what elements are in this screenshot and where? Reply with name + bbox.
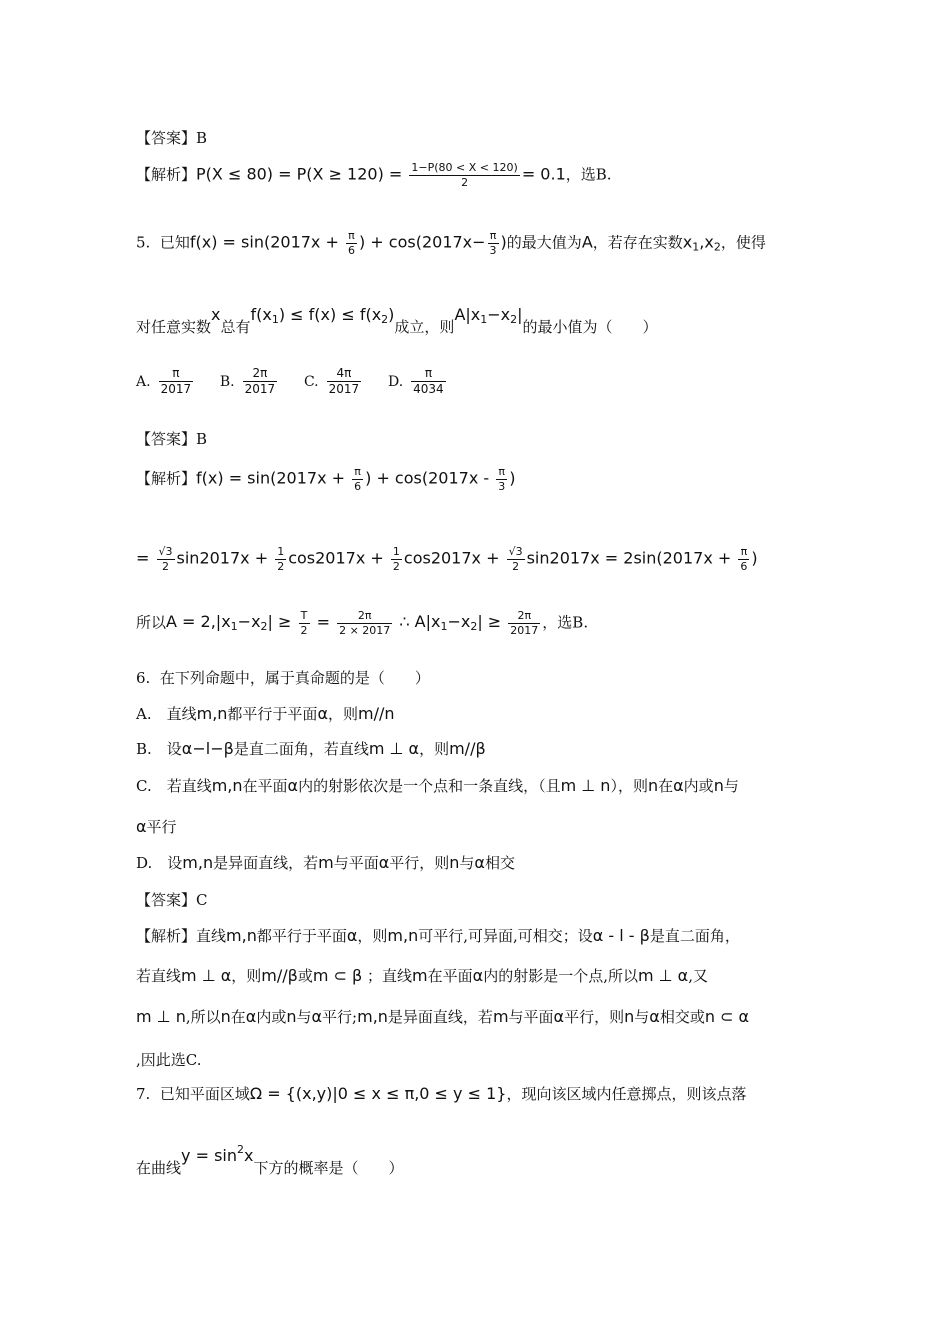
- fraction: $\frac{\pi}{6}$: [347, 229, 355, 257]
- fraction: $\frac{1-P(80 < X < 120)}{2}$: [411, 161, 518, 189]
- q5-analysis-line1: 【解析】f(x) = sin(2017x + $\frac{\pi}{6}$ ) + cos(2017x - $\frac{\pi}{3}$ ): [136, 465, 516, 493]
- q6-analysis-line1: 【解析】直线m,n都平行于平面α，则m,n可平行,可异面,可相交；设α - l - β是直二面角，: [136, 926, 740, 945]
- fraction: $\frac{\pi}{3}$: [489, 229, 497, 257]
- formula: = 0.1: [521, 164, 566, 184]
- q6-option-c-line1: C. 若直线m,n在平面α内的射影依次是一个点和一条直线，（且m ⊥ n），则n在α内或n与: [136, 776, 739, 795]
- analysis-label: 【解析】: [136, 165, 197, 184]
- q5-stem-line2: 对任意实数x总有$f(x_1) \le f(x) \le f(x_2)$成立，则$A|x_1-x_2|$的最小值为（ ）: [136, 305, 658, 336]
- option-a: A. $\frac{\pi}{2017}$: [136, 366, 192, 396]
- option-d: D. $\frac{\pi}{4034}$: [387, 366, 444, 396]
- q5-options: [136, 366, 468, 397]
- formula: f(x) = sin(2017x +: [189, 232, 344, 252]
- q5-analysis-line2: = $\frac{√3}{2}$ sin2017x + $\frac{1}{2}$ cos2017x + $\frac{1}{2}$ cos2017x + $\frac{√3}{2}$ sin2017x = 2sin(2017x + $\frac{\pi}{6}$ ): [136, 545, 758, 573]
- q7-stem-line2: 在曲线$y = \sin^2x$下方的概率是（ ）: [136, 1143, 404, 1177]
- q5-stem-line1: 5. 已知f(x) = sin(2017x + $\frac{\pi}{6}$ ) + cos(2017x− $\frac{\pi}{3}$ )的最大值为A，若存在实数$x_1,x_2$，使得: [136, 229, 766, 257]
- q6-stem: 6. 在下列命题中，属于真命题的是（ ）: [136, 669, 430, 687]
- q6-answer: 【答案】C: [136, 891, 208, 909]
- text: ，选B.: [565, 165, 612, 184]
- formula: P(X ≤ 80) = P(X ≥ 120) =: [196, 164, 408, 184]
- q6-option-d: D. 设m,n是异面直线，若m与平面α平行，则n与α相交: [136, 853, 515, 872]
- q7-stem-line1: 7. 已知平面区域Ω = {(x,y)|0 ≤ x ≤ π,0 ≤ y ≤ 1}，现向该区域内任意掷点，则该点落: [136, 1084, 747, 1103]
- q6-analysis-line4: ,因此选C.: [136, 1051, 202, 1069]
- q4-answer: 【答案】B: [136, 129, 208, 147]
- q6-option-b: B. 设α−l−β是直二面角，若直线m ⊥ α，则m//β: [136, 739, 486, 758]
- q4-analysis: [136, 161, 612, 190]
- option-b: B. $\frac{2\pi}{2017}$: [219, 366, 276, 396]
- q5-answer: 【答案】B: [136, 430, 208, 448]
- q6-analysis-line2: 若直线m ⊥ α，则m//β或m ⊂ β ；直线m在平面α内的射影是一个点,所以m ⊥ α,又: [136, 966, 709, 985]
- q5-analysis-line3: 所以$A = 2,|x_1-x_2|$ ≥ $\frac{T}{2}$ = $\frac{2\pi}{2 \times 2017}$ ∴ $A|x_1-x_2|$ ≥ $\frac{2\pi}{2017}$ ，选B.: [136, 609, 589, 637]
- formula: Ω = {(x,y)|0 ≤ x ≤ π,0 ≤ y ≤ 1}: [249, 1084, 507, 1103]
- q6-analysis-line3: m ⊥ n,所以n在α内或n与α平行;m,n是异面直线，若m与平面α平行，则n与α相交或n ⊂ α: [136, 1007, 750, 1026]
- q6-option-c-line2: α平行: [136, 817, 177, 836]
- q6-option-a: A. 直线m,n都平行于平面α，则m//n: [136, 704, 395, 723]
- option-c: C. $\frac{4\pi}{2017}$: [303, 366, 360, 396]
